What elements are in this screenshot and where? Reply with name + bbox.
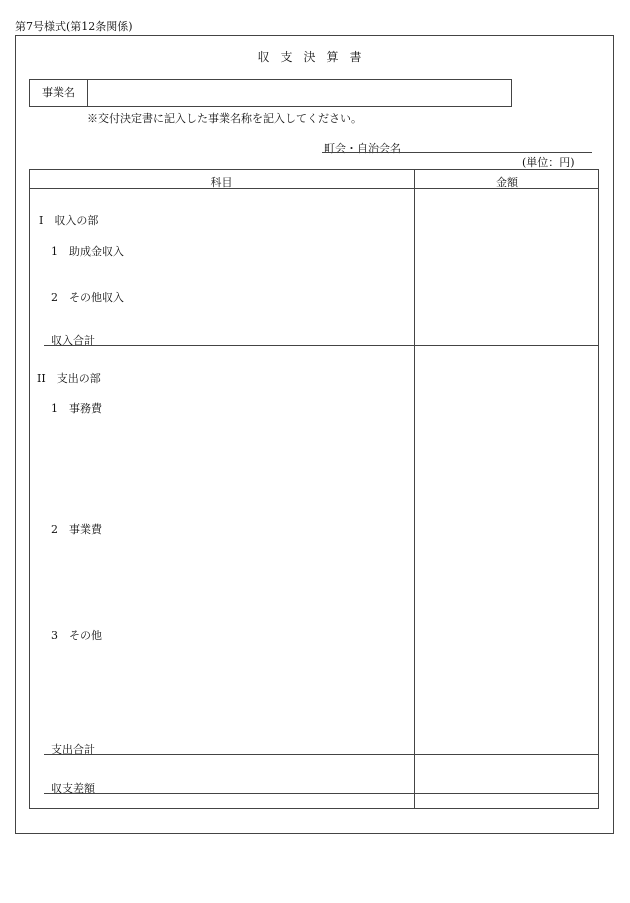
- form-reference: 第7号様式(第12条関係): [15, 20, 133, 33]
- column-divider: [414, 169, 415, 809]
- expense-item: 3 その他: [51, 629, 102, 642]
- association-name-label: 町会・自治会名: [324, 142, 401, 155]
- association-name-underline[interactable]: [322, 152, 592, 153]
- income-item: 2 その他収入: [51, 291, 124, 304]
- expense-total-line: [44, 754, 599, 755]
- income-item: 1 助成金収入: [51, 245, 124, 258]
- instruction-note: ※交付決定書に記入した事業名称を記入してください。: [87, 112, 362, 125]
- expense-total-label: 支出合計: [51, 743, 95, 756]
- expense-item: 1 事務費: [51, 402, 102, 415]
- business-name-box: [29, 79, 512, 107]
- settlement-table: [29, 169, 599, 809]
- balance-label: 収支差額: [51, 782, 95, 795]
- expense-item: 2 事業費: [51, 523, 102, 536]
- income-total-label: 収入合計: [51, 334, 95, 347]
- column-header-subject: 科目: [210, 176, 233, 189]
- business-name-label: 事業名: [30, 80, 88, 106]
- unit-label: (単位：円): [522, 156, 575, 169]
- income-section-title: I 収入の部: [39, 214, 99, 227]
- balance-line: [44, 793, 599, 794]
- document-title: 収支決算書: [257, 50, 373, 64]
- expense-section-title: II 支出の部: [37, 372, 101, 385]
- income-total-line: [44, 345, 599, 346]
- column-header-amount: 金額: [496, 176, 518, 189]
